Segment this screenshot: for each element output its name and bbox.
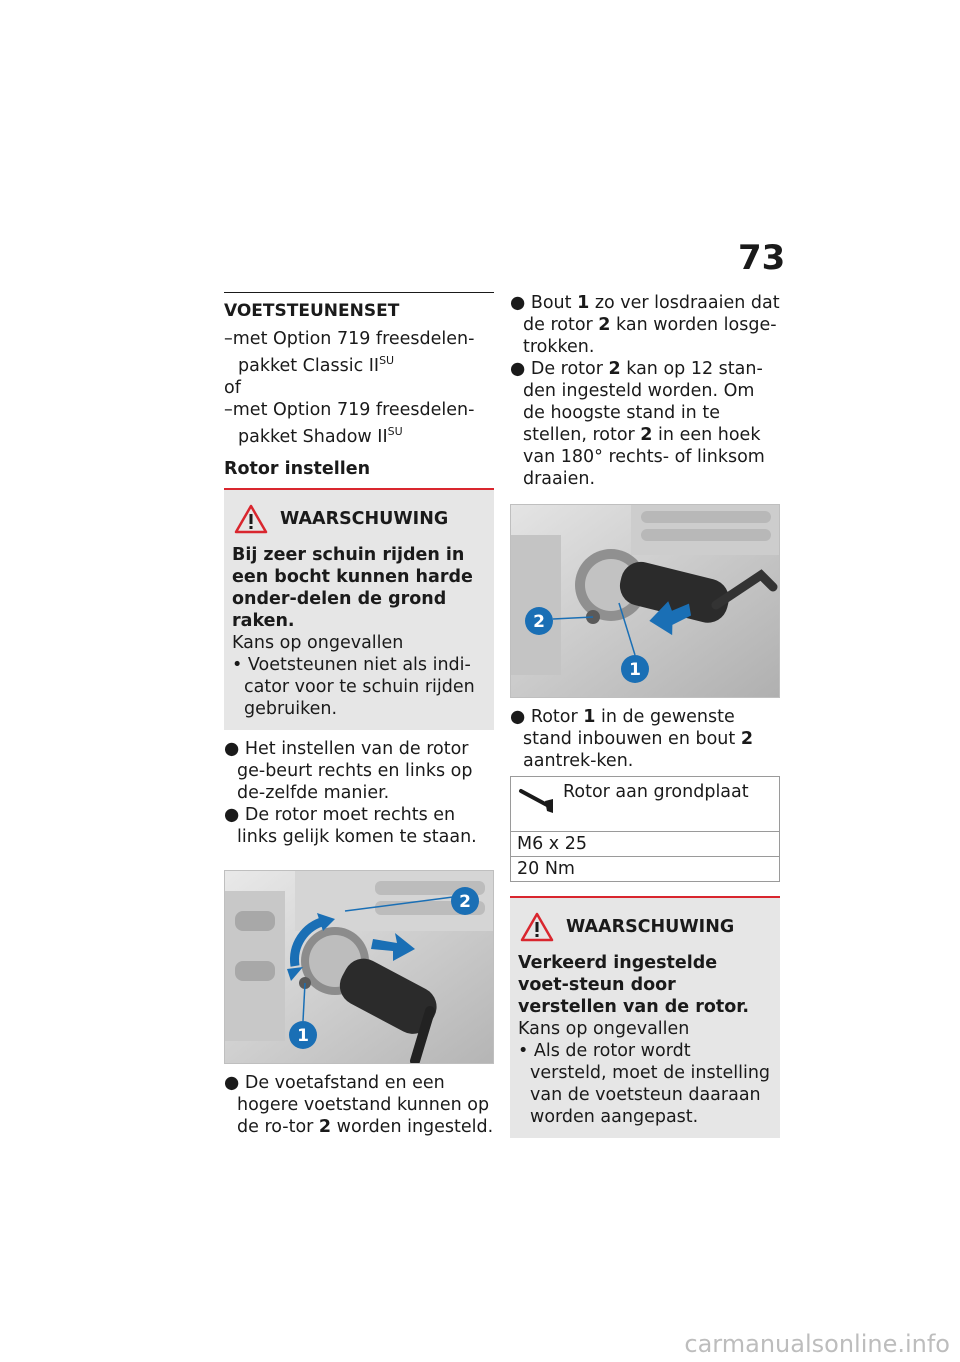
rotor-install-illustration <box>511 505 779 697</box>
warning-statement: Verkeerd ingestelde voet-steun door verstellen van de rotor. <box>518 953 750 1017</box>
warning-triangle-icon <box>234 504 268 534</box>
subheading: Rotor instellen <box>224 458 371 479</box>
figure-rotor-adjust <box>224 870 494 1064</box>
watermark: carmanualsonline.info <box>684 1330 950 1358</box>
warning-title <box>518 912 772 942</box>
section-rule <box>224 292 494 293</box>
warning-bullet: • Als de rotor wordt versteld, moet de instelling van de voetsteun daaraan worden aangepast. <box>518 1041 771 1127</box>
callout-2: 2 <box>533 612 545 632</box>
warning-label: WAARSCHUWING <box>280 508 449 529</box>
callout-1: 1 <box>629 660 641 680</box>
warning-label: WAARSCHUWING <box>566 917 735 937</box>
torque-value: 20 Nm <box>511 856 779 881</box>
warning-box <box>510 896 780 1138</box>
warning-consequence: Kans op ongevallen <box>518 1019 690 1039</box>
torque-wrench-icon <box>517 785 557 815</box>
section-heading: VOETSTEUNENSET <box>224 301 400 321</box>
torque-label: Rotor aan grondplaat <box>563 782 749 802</box>
warning-triangle-icon <box>520 912 554 942</box>
option-or: of <box>224 377 241 398</box>
rotor-illustration <box>225 871 493 1063</box>
torque-header <box>511 777 779 831</box>
left-column <box>224 292 494 1138</box>
page-number: 73 <box>738 238 786 278</box>
step-item: ● De rotor moet rechts en links gelijk komen te staan. <box>224 804 477 847</box>
step-item: ● De rotor 2 kan op 12 stan-den ingesteld worden. Om de hoogste stand in te stellen, rotor 2 in een hoek van 180° rechts- of linksom draaien. <box>510 359 765 489</box>
callout-1: 1 <box>297 1025 309 1046</box>
step-item: ● Bout 1 zo ver losdraaien dat de rotor 2 kan worden losge-trokken. <box>510 293 780 357</box>
warning-box <box>224 488 494 730</box>
warning-title <box>232 504 486 534</box>
torque-table <box>510 776 780 882</box>
warning-consequence: Kans op ongevallen <box>232 632 404 653</box>
figure-rotor-install <box>510 504 780 698</box>
step-item: ● Het instellen van de rotor ge-beurt rechts en links op de-zelfde manier. <box>224 738 473 803</box>
warning-statement: Bij zeer schuin rijden in een bocht kunnen harde onder-delen de grond raken. <box>232 544 473 631</box>
torque-spec: M6 x 25 <box>511 831 779 856</box>
callout-2: 2 <box>459 891 471 912</box>
right-column <box>510 292 780 1146</box>
option-line: –met Option 719 freesdelen-pakket Shadow $II^{SU}$ <box>224 399 475 447</box>
step-item: ● Rotor 1 in de gewenste stand inbouwen en bout 2 aantrek-ken. <box>510 707 753 771</box>
option-line: –met Option 719 freesdelen-pakket Classic $II^{SU}$ <box>224 329 475 376</box>
warning-bullet: • Voetsteunen niet als indi-cator voor te schuin rijden gebruiken. <box>232 654 475 719</box>
step-item: ● De voetafstand en een hogere voetstand kunnen op de ro-tor 2 worden ingesteld. <box>224 1072 494 1137</box>
